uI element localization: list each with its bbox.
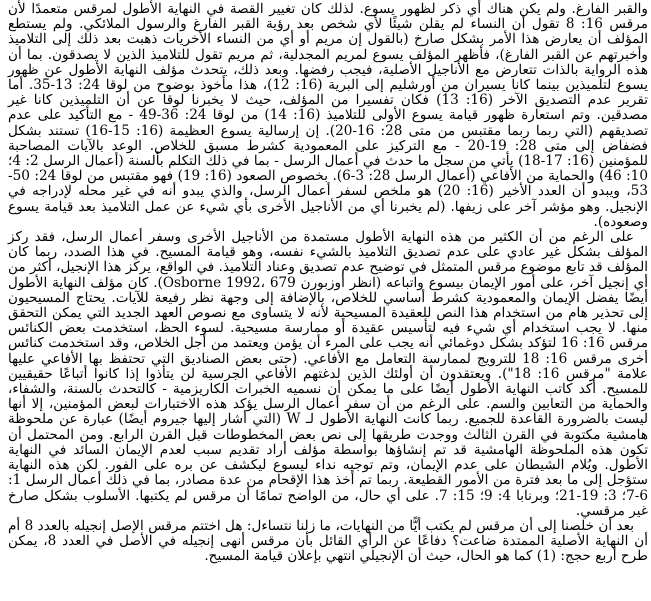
paragraph-doctrinal-warning: على الرغم من أن الكثير من هذه النهاية الأطول مستمدة من الأناجيل الأخرى وسفر أعمال الرسل، فقد ركز المؤلف بشكل غير عادي على عدم تصديق التلاميذ بالشيء نفسه، وهو قيامة المسيح. في هذا الصدد، ربما كان المؤلف قد تابع موضوع مرقس المتمثل في توضيح عدم تصديق وعناد التلاميذ. في الواقع، يركز هذا الإنجيل، أكثر من أي إنجيل آخر، على أمور الإيمان بيسوع واتباعه (انظر أوزبورن Osborne 1992، 679). كان مؤلف النهاية الأطول أيضًا يفضل الإيمان والمعمودية كشرط أساسي للخلاص، بالإضافة إلى وجهة نظر رفيعة للآيات. يحتاج المسيحيون إلى تحذير هام من استخدام هذا النص للعقيدة المسيحية لأنه لا يتساوى مع نصوص العهد الجديد التي يمكن التحقق منها. لا يجب استخدام أي شيء فيه لتأسيس عقيدة أو ممارسة مسيحية. لسوء الحظ، استخدمت بعض الكنائس مرقس 16: 16 لتؤكد بشكل دوغمائي أنه يجب على المرء أن يؤمن ويعتمد من أجل الخلاص، وقد استخدمت كنائس أخرى مرقس 16: 18 للترويج لممارسة التعامل مع الأفاعي. (حتى بعض الصناديق التي تحتفظ بها الأفاعي عليها علامة "مرقس 16: 18"). ويعتقدون أن أولئك الذين لدغتهم الأفاعي الجرسية لن يتأذوا إذا كانوا أتباعًا حقيقيين للمسيح. أكد كاتب النهاية الأطول أيضًا على ما يمكن أن نسميه الخبرات الكاريزمية - كالتحدث بالسنة، والشفاء، والحماية من التعابين والسم. على الرغم من أن سفر أعمال الرسل يؤكد هذه الاختبارات لبعض المؤمنين، إلا أنها ليست بالضرورة القاعدة للجميع. ربما كانت النهاية الأطول لـ W (التي أشار إليها جيروم أيضًا) عبارة عن ملحوظة هامشية مكتوبة في القرن الثالث ووجدت طريقها إلى نص بعض المخطوطات قبل القرن الرابع. ومن المحتمل أن تكون هذه الملحوظة الهامشية قد تم إنشاؤها بواسطة مؤلف أراد تقديم سبب لعدم الإيمان السائد في النهاية الأطول. ويُلام الشيطان على عدم الإيمان، وتم توجيه نداء ليسوع ليكشف عن بره على الفور. لكن هذه النهاية ستؤجل إلى ما بعد فترة من الأمور القطيعة. ربما تم أخذ هذا الإقحام من عدة مصادر، بما في ذلك أعمال الرسل 1: 6-7؛ 3: 19-21؛ وبرنابا 4: 9؛ 15: 7. على أي حال، من الواضح تمامًا أن مرقس لم يكتبها. الأسلوب بشكل صارخ غير مرقسي. [8, 229, 648, 519]
paragraph-original-ending-question: بعد أن خلصنا إلى أن مرقس لم يكتب أيًّا من النهايات، ما زلنا نتساءل: هل اختتم مرقس الإصل إنجيله بالعدد 8 أم أن النهاية الأصلية الممتدة ضاعت؟ دفاعًا عن الرأي القائل بأن مرقس أنهى إنجيله في الأصل في العدد 8، يمكن طرح أربع حجج: (1) كما هو الحال، حيث أن الإنجيلي انتهي بإعلان قيامة المسيح. [8, 517, 648, 565]
paragraph-ending-analysis: والقبر الفارغ. ولم يكن هناك أي ذكر لظهور يسوع. لذلك كان تغيير القصة في النهاية الأطول لمرقس متعمدًا لأن مرقس 16: 8 تقول أن النساء لم يقلن شيئًا لأي شخص بعد رؤية القبر الفارغ والرسول الملائكي. ولم يستطع المؤلف أن يعارض هذا الأمر بشكل صارخ (بالقول إن مريم أو أي من النساء الأخريات ذهبت بعد ذلك إلى التلاميذ وأخبرتهم عن القبر الفارغ)، فأظهر المؤلف يسوع لمريم المجدلية، ثم مريم تقول للتلاميذ الذين لا يصدقون. بما أن هذه الرواية بالذات تتعارض مع الأناجيل الأصلية، فيجب رفضها. وبعد ذلك، يتحدث مؤلف النهاية الأطول عن ظهور يسوع لتلميذين بينما كانا يسيران من أورشليم إلى البرية (16: 12)، هذا مأخوذ بوضوح من لوقا 24: 13-35. أما تقرير عدم التصديق الآخر (16: 13) فكان تفسيرا من المؤلف، حيث لا يخبرنا لوقا عن أن التلميذين كانا غير مصدقين. وتم استعارة ظهور قيامة يسوع الأولى للتلاميذ (16: 14) من لوقا 24: 36-49 - مع التأكيد على عدم تصديقهم (التي ربما ربما مقتبس من متى 28: 16-20). إن إرسالية يسوع العظيمة (16: 15-16) تستند بشكل فضفاض إلى متى 28: 19-20 - مع التركيز على المعمودية كشرط مسبق للخلاص. الوعد بالآيات المصاحبة للمؤمنين (16: 17-18) يأتي من سجل ما حدث في أعمال الرسل - بما في ذلك التكلم بألسنة (أعمال الرسل 2: 4؛ 10: 46) والحماية من الأفاعي (أعمال الرسل 28: 3-6). بخصوص الصعود (16: 19) فهو مقتبس من لوقا 24: 50-53، ويبدو أن العدد الأخير (16: 20) هو ملخص لسفر أعمال الرسل، والذي يبدو أنه في غير محله لإدراجه في الإنجيل. وهو مؤشر آخر على زيفها. (لم يخبرنا أي من الأناجيل الأخرى بأي شيء عن عمل التلاميذ بعد قيامة يسوع وصعوده). [8, 1, 649, 230]
document-page [8, 2, 648, 565]
